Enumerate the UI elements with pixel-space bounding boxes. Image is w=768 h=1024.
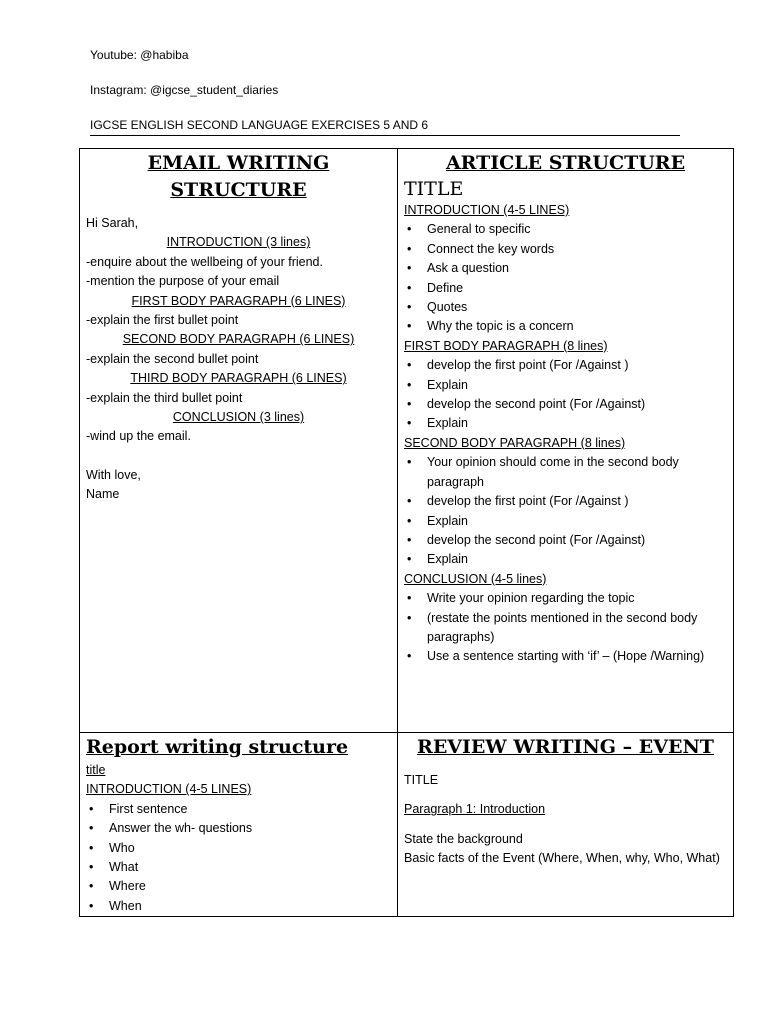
email-section-heading: FIRST BODY PARAGRAPH (6 LINES) [131,293,346,308]
article-bullet-list [404,356,727,434]
review-line: Basic facts of the Event (Where, When, why, Who, What) [404,851,720,866]
article-bullet: • develop the second point (For /Against) [404,531,727,550]
article-bullet: • Ask a question [404,259,727,278]
article-bullet: • Explain [404,512,727,531]
article-bullet: • Quotes [404,298,727,317]
report-cell [80,733,398,917]
article-section-heading: FIRST BODY PARAGRAPH (8 lines) [404,338,608,353]
email-line: -explain the third bullet point [86,390,243,405]
email-cell [80,149,398,733]
email-name: Name [86,487,120,502]
article-section-heading: INTRODUCTION (4-5 LINES) [404,203,570,217]
article-bullet-list [404,220,727,336]
article-cell [398,149,734,733]
review-line: State the background [404,831,523,846]
email-lines [86,214,391,447]
article-bullet: • Your opinion should come in the second body paragraph [404,453,727,492]
article-section-heading: CONCLUSION (4-5 lines) [404,571,547,586]
email-section-heading: CONCLUSION (3 lines) [172,410,305,425]
article-bullet: • Use a sentence starting with ‘if’ – (Hope /Warning) [404,647,727,666]
email-title: EMAIL WRITING STRUCTURE [147,152,330,201]
article-bullet: • develop the first point (For /Against ) [404,356,727,375]
review-title: REVIEW WRITING – EVENT [417,736,714,758]
report-bullet: • Who [86,839,391,858]
article-bullet-list [404,453,727,569]
email-section-heading: THIRD BODY PARAGRAPH (6 LINES) [130,371,347,386]
email-line: -explain the second bullet point [86,351,259,366]
article-bullet: • develop the second point (For /Against) [404,395,727,414]
article-bullet: • General to specific [404,220,727,239]
report-bullet: • First sentence [86,800,391,819]
email-signoff: With love, [86,467,141,482]
review-lines [404,830,727,869]
article-title: ARTICLE STRUCTURE [445,152,686,174]
article-bullet: • Write your opinion regarding the topic [404,589,727,608]
report-bullet: • Answer the wh- questions [86,819,391,838]
report-bullet: • Where [86,877,391,896]
article-sections [404,201,727,667]
email-line: -enquire about the wellbeing of your friend. [86,254,323,269]
article-bullet: • (restate the points mentioned in the second body paragraphs) [404,609,727,648]
article-bullet: • Explain [404,376,727,395]
article-bullet-list [404,589,727,667]
instagram-handle: Instagram: @igcse_student_diaries [90,83,279,97]
report-bullet-list [86,800,391,916]
article-bullet: • develop the first point (For /Against ) [404,492,727,511]
email-line: Hi Sarah, [86,216,139,230]
report-bullet: • What [86,858,391,877]
course-title: IGCSE ENGLISH SECOND LANGUAGE EXERCISES 5 AND 6 [90,118,429,132]
review-cell [398,733,734,917]
article-bullet: • Define [404,279,727,298]
review-paragraph-heading: Paragraph 1: Introduction [404,802,546,817]
article-section-heading: SECOND BODY PARAGRAPH (8 lines) [404,435,626,450]
article-bullet: • Why the topic is a concern [404,317,727,336]
article-subtitle: TITLE [404,178,464,200]
structure-table [79,148,734,917]
email-line: -explain the first bullet point [86,313,239,328]
article-bullet: • Explain [404,414,727,433]
article-bullet: • Explain [404,550,727,569]
email-line: -mention the purpose of your email [86,274,280,289]
review-subtitle: TITLE [404,773,439,787]
header-divider [90,135,680,136]
report-intro-heading: INTRODUCTION (4-5 LINES) [86,782,252,797]
report-title: Report writing structure [86,736,349,758]
email-section-heading: INTRODUCTION (3 lines) [166,235,311,250]
article-bullet: • Connect the key words [404,240,727,259]
youtube-handle: Youtube: @habiba [90,48,189,62]
report-bullet: • When [86,897,391,916]
email-line: -wind up the email. [86,429,191,444]
email-section-heading: SECOND BODY PARAGRAPH (6 LINES) [122,332,355,347]
report-subtitle: title [86,763,106,777]
